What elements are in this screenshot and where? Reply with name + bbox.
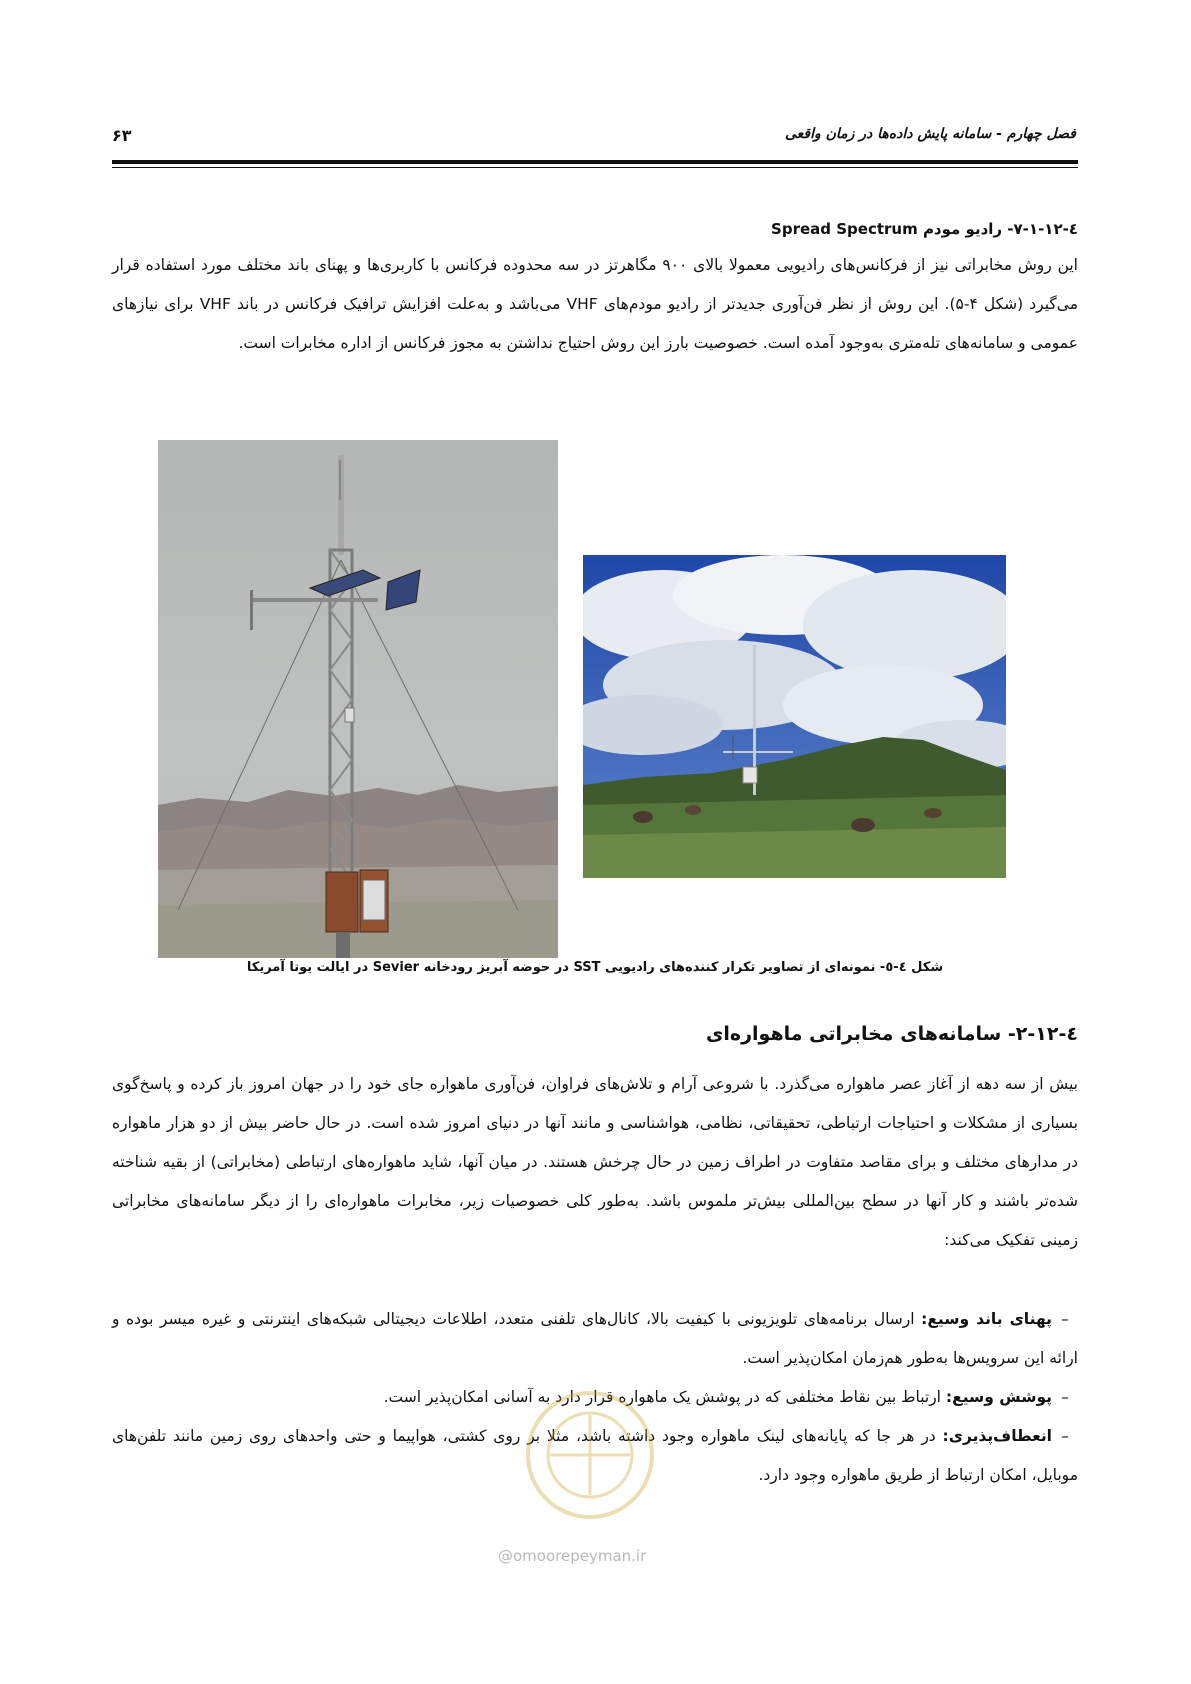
section-heading-satellite: ٤-١٢-٢- سامانه‌های مخابراتی ماهواره‌ای bbox=[705, 1023, 1078, 1045]
section-paragraph-satellite: بیش از سه دهه از آغاز عصر ماهواره می‌گذرد. با شروعی آرام و تلاش‌های فراوان، فن‌آوری ماهواره جای خود را در جهان امروز باز کرده و پاسخ‌گوی بسیاری از مشکلات و احتیاجات ارتباطی، تحقیقاتی، نظامی، هواشناسی و مانند آنها در دنیای امروز شده است. در حال حاضر بیش از دو هزار ماهواره در مدارهای مختلف و برای مقاصد متفاوت در اطراف زمین در حال چرخش هستند. در میان آنها، شاید ماهواره‌های ارتباطی (مخابراتی) از بقیه شناخته شده‌تر باشند و کار آنها در سطح بین‌المللی بیش‌تر ملموس باشد. به‌طور کلی خصوصیات زیر، مخابرات ماهواره‌ای را از دیگر سامانه‌های مخابراتی زمینی تفکیک می‌کند: bbox=[112, 1075, 1078, 1249]
bullet-dash: – bbox=[1061, 1388, 1069, 1406]
section-paragraph-radio-modem: این روش مخابراتی نیز از فرکانس‌های رادیویی معمولا بالای ۹۰۰ مگاهرتز در سه محدوده فرکانس با کاربری‌ها و پهنای باند مختلف مورد استفاده قرار می‌گیرد (شکل ۴-۵). این روش از نظر فن‌آوری جدیدتر از رادیو مودم‌های VHF می‌باشد و به‌علت افزایش ترافیک فرکانس در باند VHF برای نیازهای عمومی و سامانه‌های تله‌متری به‌وجود آمده است. خصوصیت بارز این روش احتیاج نداشتن به مجوز فرکانس از اداره مخابرات است. bbox=[112, 256, 1078, 352]
bullet-term: پوشش وسیع: bbox=[945, 1388, 1052, 1406]
watermark-logo bbox=[505, 1385, 675, 1525]
header-rule-thin bbox=[112, 167, 1078, 168]
section-heading-radio-modem: ٤-١٢-١-٧- رادیو مودم Spread Spectrum bbox=[771, 220, 1078, 238]
at-icon: @ bbox=[498, 1547, 513, 1565]
bullet-text: ارتباط بین نقاط مختلفی که در پوشش یک ماهواره قرار دارد به آسانی امکان‌پذیر است. bbox=[383, 1388, 946, 1406]
bullet-dash: – bbox=[1061, 1310, 1069, 1328]
bullet-term: انعطاف‌پذیری: bbox=[942, 1427, 1052, 1445]
bullet-term: پهنای باند وسیع: bbox=[921, 1310, 1052, 1328]
page-number: ۶۳ bbox=[112, 126, 132, 145]
bullet-text: در هر جا که پایانه‌های لینک ماهواره وجود داشته باشد، مثلا بر روی کشتی، هواپیما و حتی واحدهای روی زمین مانند تلفن‌های موبایل، امکان ارتباط از طریق ماهواره وجود دارد. bbox=[112, 1427, 1078, 1484]
header-rule-thick bbox=[112, 160, 1078, 164]
photo-hill-repeater-station bbox=[583, 555, 1006, 878]
bullet-dash: – bbox=[1061, 1427, 1069, 1445]
watermark-url: @omoorepeyman.ir bbox=[498, 1547, 647, 1565]
figure-caption: شکل ٤-٥- نمونه‌ای از تصاویر تکرار کننده‌های رادیویی SST در حوضه آبریز رودخانه Sevier در ایالت یوتا آمریکا bbox=[246, 960, 944, 975]
bullet-text: ارسال برنامه‌های تلویزیونی با کیفیت بالا، کانال‌های تلفنی متعدد، اطلاعات دیجیتالی شبکه‌های اینترنتی و غیره میسر بوده و ارائه این سرویس‌ها به‌طور هم‌زمان امکان‌پذیر است. bbox=[112, 1310, 1078, 1367]
photo-radio-repeater-tower bbox=[158, 440, 558, 958]
list-item bbox=[112, 1300, 1078, 1378]
running-header-title: فصل چهارم - سامانه پایش داده‌ها در زمان واقعی bbox=[784, 126, 1076, 142]
